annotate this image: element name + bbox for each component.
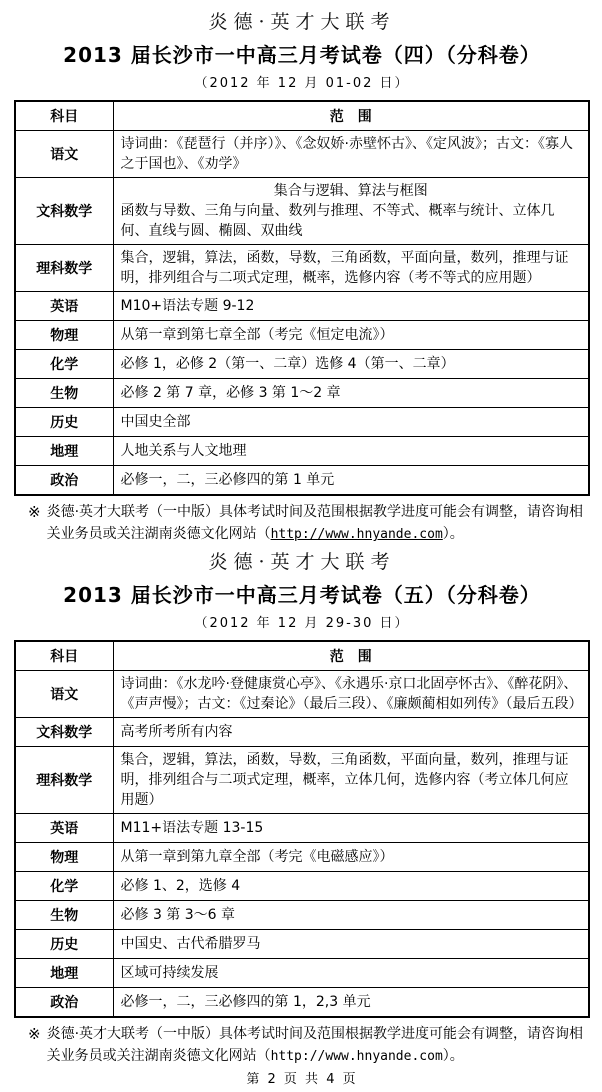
subject-cell: 英语 [15,292,113,321]
subjects-table [14,100,590,496]
subject-column-header: 科目 [15,101,113,131]
subject-cell: 物理 [15,843,113,872]
scope-column-header: 范 围 [113,101,589,131]
scope-text: 必修 2 第 7 章，必修 3 第 1～2 章 [120,385,341,401]
subject-cell: 政治 [15,466,113,496]
subject-cell: 化学 [15,872,113,901]
scope-cell [113,379,589,408]
subject-column-header: 科目 [15,641,113,671]
table-row [15,843,589,872]
website-url: http://www.hnyande.com [270,1049,443,1064]
footnote [14,1023,590,1068]
scope-text: 从第一章到第七章全部（考完《恒定电流》） [120,327,394,343]
subject-cell: 生物 [15,901,113,930]
exam-title: 2013 届长沙市一中高三月考试卷（五）（分科卷） [63,583,541,607]
scope-cell [113,131,589,178]
table-row [15,466,589,496]
scope-text: 中国史、古代希腊罗马 [120,936,261,952]
subject-cell: 文科数学 [15,178,113,245]
table-row [15,671,589,718]
scope-cell [113,814,589,843]
scope-cell [113,988,589,1018]
scope-text: 区域可持续发展 [120,965,219,981]
exam-section-5 [14,550,590,1068]
table-row [15,178,589,245]
subject-cell: 化学 [15,350,113,379]
footnote-text-before-url: 炎德·英才大联考（一中版）具体考试时间及范围根据教学进度可能会有调整，请咨询相关业务员或关注湖南炎德文化网站（ [46,504,584,542]
subject-cell: 历史 [15,930,113,959]
scope-text: 集合，逻辑，算法，函数，导数，三角函数，平面向量，数列，推理与证明，排列组合与二项式定理，概率，立体几何，选修内容（考立体几何应用题） [120,752,569,808]
footnote [14,501,590,546]
table-row [15,872,589,901]
scope-text: 必修一，二，三必修四的第 1，2,3 单元 [120,994,371,1010]
table-header-row [15,641,589,671]
reference-mark-icon: ※ [28,1025,41,1043]
table-row [15,959,589,988]
scope-text: 中国史全部 [120,414,191,430]
table-row [15,747,589,814]
subject-cell: 理科数学 [15,245,113,292]
exam-date: （2012 年 12 月 01-02 日） [194,76,410,91]
subject-cell: 物理 [15,321,113,350]
table-row [15,718,589,747]
exam-title: 2013 届长沙市一中高三月考试卷（四）（分科卷） [63,43,541,67]
table-row [15,131,589,178]
scope-text: M11+语法专题 13-15 [120,820,264,836]
website-url: http://www.hnyande.com [270,527,443,542]
subject-cell: 语文 [15,671,113,718]
exam-section-4 [14,10,590,546]
footnote-text [47,501,590,546]
scope-cell [113,959,589,988]
table-row [15,437,589,466]
brand-title: 炎德·英才大联考 [208,551,396,573]
table-row [15,350,589,379]
exam-date: （2012 年 12 月 29-30 日） [194,616,410,631]
scope-cell [113,747,589,814]
scope-cell [113,350,589,379]
table-row [15,379,589,408]
scope-cell [113,466,589,496]
page-number: 第 2 页 共 4 页 [246,1072,358,1087]
footnote-text-after-url: ）。 [442,1048,464,1064]
subject-cell: 历史 [15,408,113,437]
subject-cell: 理科数学 [15,747,113,814]
subject-cell: 地理 [15,959,113,988]
scope-centered-line: 集合与逻辑、算法与框图 [273,183,428,199]
subjects-table [14,640,590,1018]
scope-text: 必修 1，必修 2（第一、二章）选修 4（第一、二章） [120,356,455,372]
subject-cell: 文科数学 [15,718,113,747]
scope-cell [113,292,589,321]
scope-text: M10+语法专题 9-12 [120,298,255,314]
scope-text: 必修一，二，三必修四的第 1 单元 [120,472,335,488]
brand-title: 炎德·英才大联考 [208,11,396,33]
scope-cell [113,408,589,437]
subject-cell: 政治 [15,988,113,1018]
footnote-text-after-url: ）。 [442,526,464,542]
subject-cell: 英语 [15,814,113,843]
scope-cell [113,718,589,747]
scope-text: 必修 1、2，选修 4 [120,878,241,894]
scope-text: 人地关系与人文地理 [120,443,247,459]
scope-column-header: 范 围 [113,641,589,671]
table-row [15,901,589,930]
scope-cell [113,245,589,292]
table-row [15,930,589,959]
scope-text: 从第一章到第九章全部（考完《电磁感应》） [120,849,394,865]
table-row [15,988,589,1018]
reference-mark-icon: ※ [28,503,41,521]
subject-cell: 生物 [15,379,113,408]
subject-cell: 地理 [15,437,113,466]
scope-cell [113,930,589,959]
table-row [15,292,589,321]
scope-text: 诗词曲：《水龙吟·登健康赏心亭》、《永遇乐·京口北固亭怀古》、《醉花阴》、《声声慢》；古文：《过秦论》（最后三段）、《廉颇蔺相如列传》（最后五段） [120,676,583,712]
scope-text: 集合，逻辑，算法，函数，导数，三角函数，平面向量，数列，推理与证明，排列组合与二项式定理，概率，选修内容（考不等式的应用题） [120,250,569,286]
scope-cell [113,321,589,350]
scope-cell [113,843,589,872]
scope-text: 函数与导数、三角与向量、数列与推理、不等式、概率与统计、立体几何、直线与圆、椭圆、双曲线 [120,203,555,239]
scope-text: 诗词曲：《琵琶行（并序）》、《念奴娇·赤壁怀古》、《定风波》；古文：《寡人之于国也》、《劝学》 [120,136,573,172]
table-row [15,814,589,843]
scope-cell [113,437,589,466]
table-row [15,408,589,437]
scope-cell [113,872,589,901]
footnote-text-before-url: 炎德·英才大联考（一中版）具体考试时间及范围根据教学进度可能会有调整，请咨询相关业务员或关注湖南炎德文化网站（ [46,1026,584,1064]
scope-cell [113,178,589,245]
footnote-text [47,1023,590,1068]
scope-text: 必修 3 第 3～6 章 [120,907,236,923]
table-header-row [15,101,589,131]
scope-cell [113,901,589,930]
table-row [15,321,589,350]
subject-cell: 语文 [15,131,113,178]
scope-text: 高考所考所有内容 [120,724,233,740]
scope-cell [113,671,589,718]
table-row [15,245,589,292]
